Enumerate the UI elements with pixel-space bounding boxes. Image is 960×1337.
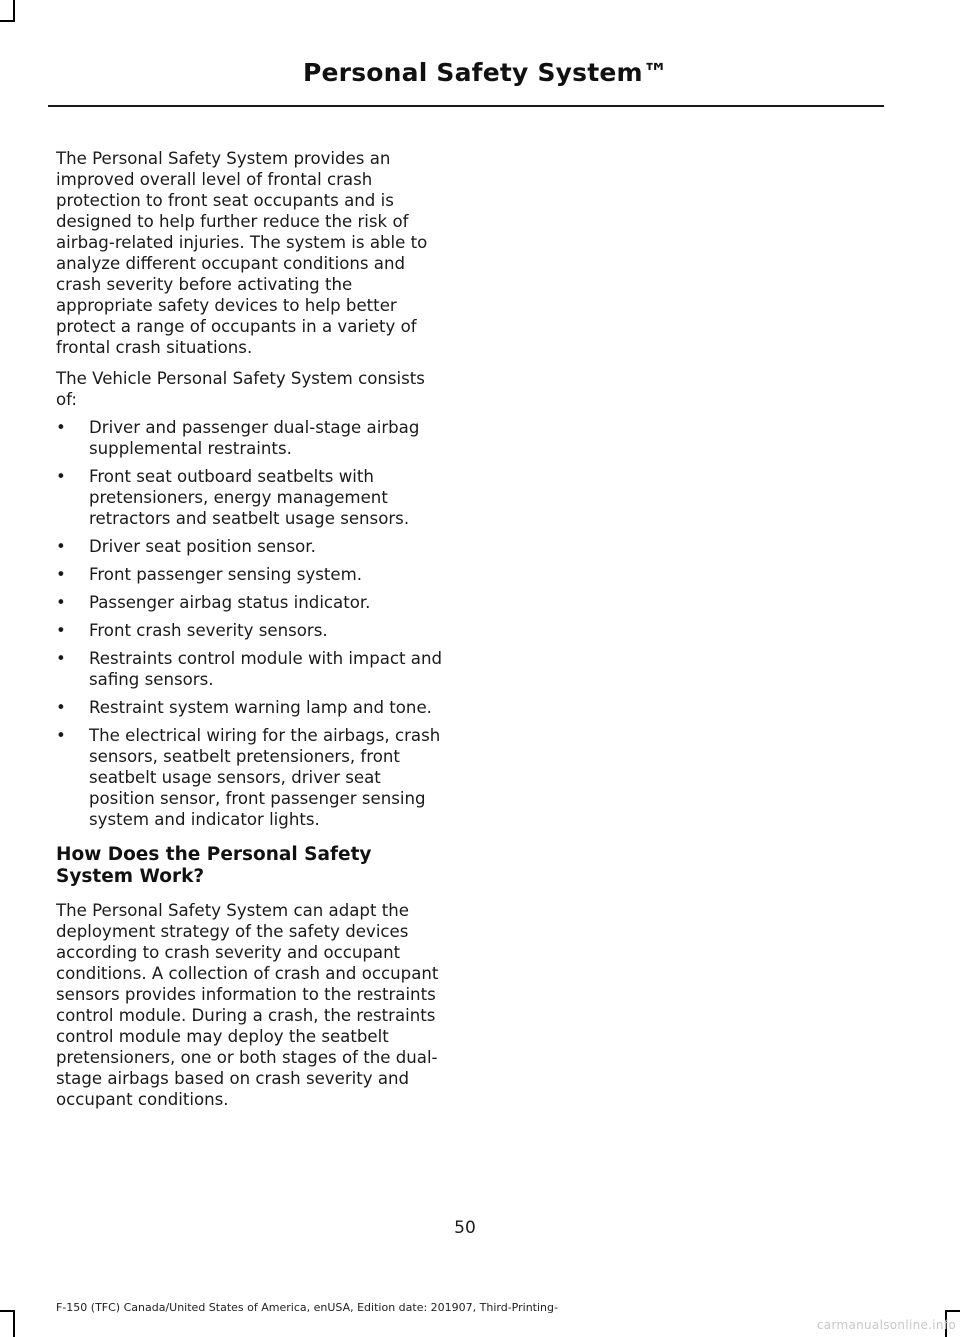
consists-of-paragraph: The Vehicle Personal Safety System consists of: bbox=[56, 369, 425, 409]
list-item: • Front passenger sensing system. bbox=[56, 565, 363, 584]
bullet-icon: • bbox=[56, 418, 66, 437]
bullet-icon: • bbox=[56, 621, 66, 640]
list-item: • Front crash severity sensors. bbox=[56, 621, 328, 640]
list-item: • The electrical wiring for the airbags, crash sensors, seatbelt pretensioners, front seatbelt usage sensors, driver seat position sensor, front passenger sensing system and indicator lights. bbox=[56, 726, 441, 829]
edition-info: F-150 (TFC) Canada/United States of America, enUSA, Edition date: 201907, Third-Printing- bbox=[56, 1301, 558, 1314]
crop-mark-bottom-left-horizontal bbox=[0, 1310, 15, 1312]
crop-mark-bottom-left bbox=[13, 1310, 15, 1337]
crop-mark-top-left-horizontal bbox=[0, 20, 15, 22]
page-number: 50 bbox=[454, 1218, 476, 1238]
section-paragraph: The Personal Safety System can adapt the deployment strategy of the safety devices according to crash severity and occupant conditions. A collection of crash and occupant sensors provides information to the restraints control module. During a crash, the restraints control module may deploy the seatbelt pretensioners, one or both stages of the dual-stage airbags based on crash severity and occupant conditions. bbox=[56, 901, 439, 1109]
bullet-icon: • bbox=[56, 649, 66, 668]
list-item: • Driver seat position sensor. bbox=[56, 537, 316, 556]
list-item: • Restraints control module with impact and safing sensors. bbox=[56, 649, 443, 689]
bullet-icon: • bbox=[56, 698, 66, 717]
content-column bbox=[56, 148, 448, 1120]
bullet-icon: • bbox=[56, 726, 66, 745]
bullet-icon: • bbox=[56, 593, 66, 612]
components-list bbox=[56, 417, 448, 830]
section-heading: How Does the Personal Safety System Work? bbox=[56, 844, 372, 887]
list-item: • Passenger airbag status indicator. bbox=[56, 593, 371, 612]
crop-mark-bottom-right-horizontal bbox=[945, 1310, 960, 1312]
list-item: • Driver and passenger dual-stage airbag supplemental restraints. bbox=[56, 418, 420, 458]
bullet-icon: • bbox=[56, 565, 66, 584]
bullet-icon: • bbox=[56, 467, 66, 486]
watermark: carmanualsonline.info bbox=[816, 1318, 956, 1332]
intro-paragraph: The Personal Safety System provides an improved overall level of frontal crash protection to front seat occupants and is designed to help further reduce the risk of airbag-related injuries. The system is able to analyze different occupant conditions and crash severity before activating the appropriate safety devices to help better protect a range of occupants in a variety of frontal crash situations. bbox=[56, 149, 428, 357]
crop-mark-top-left bbox=[13, 0, 15, 22]
list-item: • Front seat outboard seatbelts with pretensioners, energy management retractors and seatbelt usage sensors. bbox=[56, 467, 410, 528]
list-item: • Restraint system warning lamp and tone. bbox=[56, 698, 432, 717]
header-divider bbox=[48, 105, 884, 107]
page-title: Personal Safety System™ bbox=[302, 58, 668, 87]
bullet-icon: • bbox=[56, 537, 66, 556]
